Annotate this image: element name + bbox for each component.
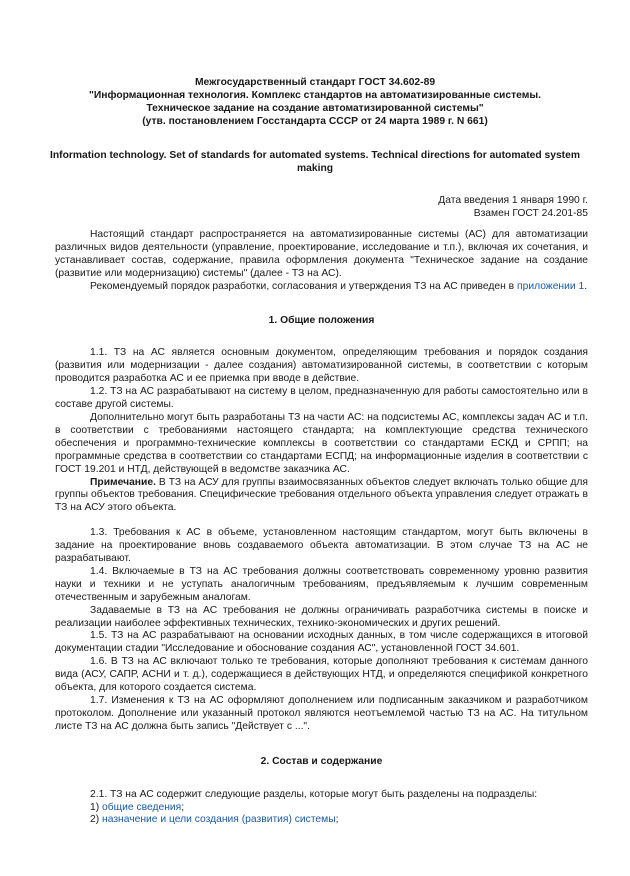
clause-1-4-additional: Задаваемые в ТЗ на АС требования не должны ограничивать разработчика системы в поиске и реализации наиболее эффективных технических, технико-экономических и других решений. — [55, 604, 588, 629]
title-line-4: (утв. постановлением Госстандарта СССР от 24 марта 1989 г. N 661) — [142, 116, 488, 127]
document-body — [55, 229, 588, 827]
general-info-link[interactable]: общие сведения — [102, 801, 182, 813]
intro-paragraph-2-text: Рекомендуемый порядок разработки, согласования и утверждения ТЗ на АС приведен в — [90, 280, 518, 292]
clause-1-6: 1.6. В ТЗ на АС включают только те требования, которые дополняют требования к системам данного вида (АСУ, САПР, АСНИ и т. д.), содержащиеся в действующих НТД, и определяются спецификой конкретного объекта, для которого создается система. — [55, 656, 588, 694]
introduction-date: Дата введения 1 января 1990 г. — [438, 195, 588, 206]
section-2-heading: 2. Состав и содержание — [260, 755, 383, 767]
section-1-heading: 1. Общие положения — [268, 314, 375, 326]
intro-paragraph-1: Настоящий стандарт распространяется на автоматизированные системы (АС) для автоматизации различных видов деятельности (управление, проектирование, исследование и т.п.), включая их сочетания, и устанавливает состав, содержание, правила оформления документа "Техническое задание на создание (развитие или модернизацию) системы" (далее - ТЗ на АС). — [55, 229, 588, 279]
note-text: В ТЗ на АСУ для группы взаимосвязанных объектов следует включать только общие для группы объектов требования. Специфические требования отдельного объекта управления следует отражать в ТЗ на АСУ этого объекта. — [55, 476, 588, 514]
replaces-standard: Взамен ГОСТ 24.201-85 — [473, 208, 588, 219]
note-label: Примечание. — [90, 476, 156, 488]
clause-1-3: 1.3. Требования к АС в объеме, установленном настоящим стандартом, могут быть включены в задание на проектирование вновь создаваемого объекта автоматизации. В этом случае ТЗ на АС не разрабатывают. — [55, 527, 588, 565]
clause-1-2: 1.2. ТЗ на АС разрабатывают на систему в целом, предназначенную для работы самостоятельно или в составе другой системы. — [55, 386, 588, 411]
list-item-end: ; — [335, 814, 339, 826]
list-item-number: 2) — [90, 814, 103, 826]
intro-paragraph-2 — [55, 281, 588, 294]
clause-2-1: 2.1. ТЗ на АС содержит следующие разделы, которые могут быть разделены на подразделы: — [90, 788, 538, 800]
note-paragraph — [55, 477, 588, 516]
clause-1-4: 1.4. Включаемые в ТЗ на АС требования должны соответствовать современному уровню развития науки и техники и не уступать аналогичным требованиям, предъявляемым к лучшим современным отечественным и зарубежным аналогам. — [55, 565, 588, 603]
list-item-number: 1) — [90, 801, 103, 813]
dates-block — [438, 194, 588, 220]
clause-1-5: 1.5. ТЗ на АС разрабатывают на основании исходных данных, в том числе содержащихся в итоговой документации стадии "Исследование и обоснование создания АС", установленной ГОСТ 34.601. — [55, 630, 588, 655]
clause-1-7: 1.7. Изменения к ТЗ на АС оформляют дополнением или подписанным заказчиком и разработчиком протоколом. Дополнение или указанный протокол являются неотъемлемой частью ТЗ на АС. На титульном листе ТЗ на АС должна быть запись "Действует с ...". — [55, 695, 588, 732]
list-item — [55, 802, 588, 815]
list-item — [55, 814, 588, 827]
title-line-3: Техническое задание на создание автоматизированной системы" — [146, 103, 484, 114]
title-line-1: Межгосударственный стандарт ГОСТ 34.602-89 — [194, 77, 436, 88]
appendix-1-link[interactable]: приложении 1 — [517, 280, 585, 292]
english-title: Information technology. Set of standards for automated systems. Technical directions for automated system making — [49, 150, 580, 174]
clause-1-1: 1.1. ТЗ на АС является основным документом, определяющим требования и порядок создания (развития или модернизации - далее создания) автоматизированной системы, в соответствии с которым проводится разработка АС и ее приемка при вводе в действие. — [55, 347, 588, 385]
document-title — [40, 76, 590, 128]
clause-1-2-additional: Дополнительно могут быть разработаны ТЗ на части АС: на подсистемы АС, комплексы задач АС и т.п. в соответствии с требованиями настоящего стандарта; на комплектующие средства технического обеспечения и программно-технические комплексы в соответствии со стандартами ЕСКД и СРПП; на программные средства в соответствии со стандартами ЕСПД; на информационные изделия в соответствии с ГОСТ 19.201 и НТД, действующей в ведомстве заказчика АС. — [55, 411, 588, 475]
purpose-goals-link[interactable]: назначение и цели создания (развития) системы — [102, 814, 336, 826]
list-item-end: ; — [181, 801, 185, 813]
title-line-2: "Информационная технология. Комплекс стандартов на автоматизированные системы. — [88, 90, 542, 101]
intro-paragraph-2-end: . — [584, 280, 588, 292]
